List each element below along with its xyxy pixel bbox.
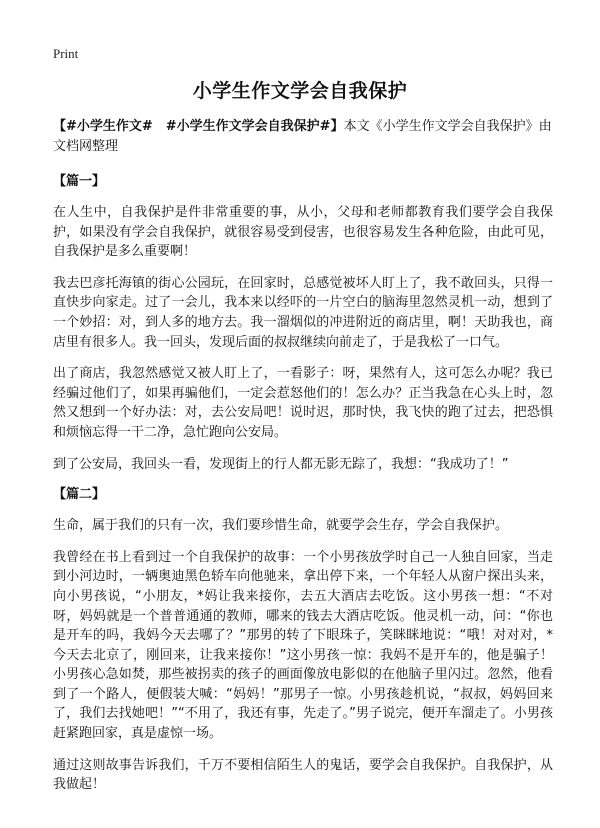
paragraph: 到了公安局，我回头一看，发现街上的行人都无影无踪了，我想：“我成功了！” bbox=[53, 456, 509, 472]
intro-line bbox=[53, 117, 553, 157]
page-title: 小学生作文学会自我保护 bbox=[192, 80, 408, 102]
article-body bbox=[53, 117, 553, 807]
intro-text: 本文《小学生作文学会自我保护》由文档网整理 bbox=[53, 119, 552, 154]
paragraph: 出了商店，我忽然感觉又被人盯上了，一看影子：呀，果然有人，这可怎么办呢？我已经骗过他们了，如果再骗他们，一定会惹怒他们的！怎么办？正当我急在心头上时，忽然又想到一个好办法：对，去公安局吧！说时迟，那时快，我飞快的跑了过去，把恐惧和烦恼忘得一干二净，急忙跑向公安局。 bbox=[53, 366, 553, 440]
paragraph: 我去巴彦托海镇的街心公园玩，在回家时，总感觉被坏人盯上了，我不敢回头，只得一直快步向家走。过了一会儿，我本来以经吓的一片空白的脑海里忽然灵机一动，想到了一个妙招：对，到人多的地方去。我一溜烟似的冲进附近的商店里，啊！天助我也，商店里有很多人。我一回头，发现后面的叔叔继续向前走了，于是我松了一口气。 bbox=[53, 275, 553, 350]
print-label: Print bbox=[53, 46, 79, 61]
section-2 bbox=[53, 486, 553, 795]
paragraph: 生命，属于我们的只有一次，我们要珍惜生命，就要学会生存，学会自我保护。 bbox=[53, 518, 509, 534]
paragraph: 我曾经在书上看到过一个自我保护的故事：一个小男孩放学时自己一人独自回家，当走到小河边时，一辆奥迪黑色轿车向他驰来，拿出停下来，一个年轻人从窗户探出头来，向小男孩说，“小朋友，*妈让我来接你，去五大酒店去吃饭。这小男孩一想：“不对呀，妈妈就是一个普普通通的教师，哪来的钱去大酒店吃饭。他灵机一动，问：“你也是开车的吗，我妈今天去哪了？”那男的转了下眼珠子，笑眯眯地说：“哦！对对对，*今天去北京了，刚回来，让我来接你！”这小男孩一惊：我妈不是开车的，他是骗子！小男孩心急如焚，那些被拐卖的孩子的画面像放电影似的在他脑子里闪过。忽然，他看到了一个路人，便假装大喊：“妈妈！”那男子一惊。小男孩趁机说，“叔叔，妈妈回来了，我们去找她吧！”“不用了，我还有事，先走了。”男子说完，便开车溜走了。小男孩赶紧跑回家，真是虚惊一场。 bbox=[53, 549, 553, 742]
section-heading: 【篇二】 bbox=[53, 487, 106, 503]
section-heading: 【篇一】 bbox=[53, 174, 106, 189]
paragraph: 在人生中，自我保护是件非常重要的事，从小，父母和老师都教育我们要学会自我保护，如果没有学会自我保护，就很容易受到侵害，也很容易发生各种危险，由此可见，自我保护是多么重要啊！ bbox=[53, 205, 553, 260]
section-1 bbox=[53, 173, 553, 474]
intro-tags: 【#小学生作文# #小学生作文学会自我保护#】 bbox=[53, 119, 344, 134]
paragraph: 通过这则故事告诉我们，千万不要相信陌生人的鬼话，要学会自我保护。自我保护，从我做起！ bbox=[53, 757, 553, 793]
